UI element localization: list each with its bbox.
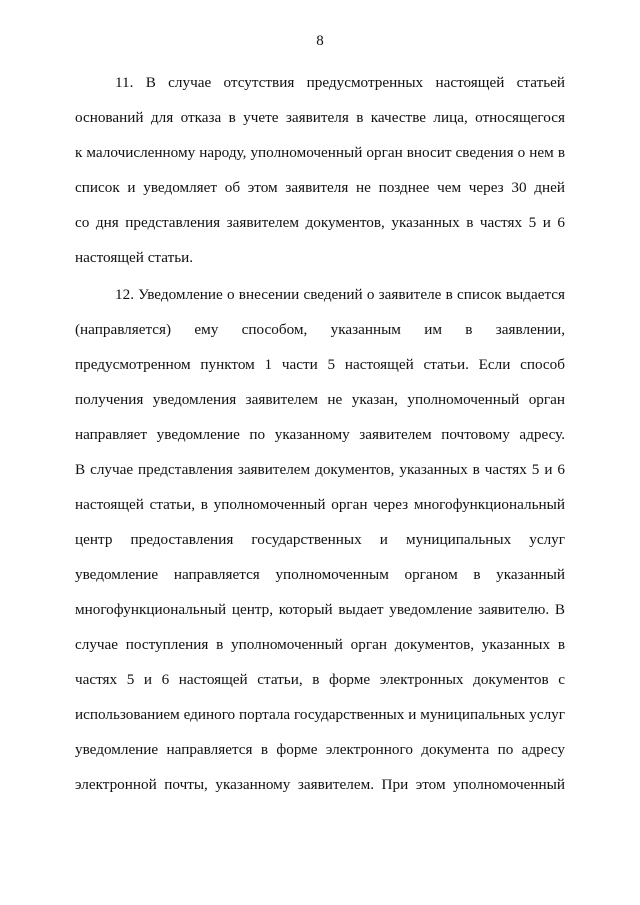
p12-line-15: электронной почты, указанному заявителем. При этом уполномоченный: [75, 776, 565, 793]
p12-line-12: частях 5 и 6 настоящей статьи, в форме электронных документов с: [75, 671, 565, 688]
p12-line-6: В случае представления заявителем документов, указанных в частях 5 и 6: [75, 461, 565, 478]
page-number: 8: [316, 33, 324, 49]
p12-line-11: случае поступления в уполномоченный орган документов, указанных в: [75, 636, 565, 653]
p12-line-3: предусмотренном пунктом 1 части 5 настоящей статьи. Если способ: [75, 356, 565, 373]
p11-line-1: 11. В случае отсутствия предусмотренных настоящей статьей: [115, 74, 565, 91]
p12-line-14: уведомление направляется в форме электронного документа по адресу: [75, 741, 565, 758]
p12-line-8: центр предоставления государственных и муниципальных услуг: [75, 531, 565, 548]
p12-line-2: (направляется) ему способом, указанным им в заявлении,: [75, 321, 565, 338]
p12-line-5: направляет уведомление по указанному заявителем почтовому адресу.: [75, 426, 565, 443]
p11-line-6: настоящей статьи.: [75, 249, 194, 266]
p11-line-4: список и уведомляет об этом заявителя не позднее чем через 30 дней: [75, 179, 565, 196]
p11-line-3: к малочисленному народу, уполномоченный орган вносит сведения о нем в: [75, 144, 565, 161]
p12-line-10: многофункциональный центр, который выдает уведомление заявителю. В: [75, 601, 565, 618]
p12-line-7: настоящей статьи, в уполномоченный орган через многофункциональный: [75, 496, 565, 513]
p12-line-13: использованием единого портала государственных и муниципальных услуг: [75, 706, 565, 723]
p12-line-1: 12. Уведомление о внесении сведений о заявителе в список выдается: [115, 286, 565, 303]
p11-line-2: оснований для отказа в учете заявителя в качестве лица, относящегося: [75, 109, 565, 126]
p12-line-4: получения уведомления заявителем не указан, уполномоченный орган: [75, 391, 565, 408]
p11-line-5: со дня представления заявителем документов, указанных в частях 5 и 6: [75, 214, 565, 231]
p12-line-9: уведомление направляется уполномоченным органом в указанный: [75, 566, 565, 583]
